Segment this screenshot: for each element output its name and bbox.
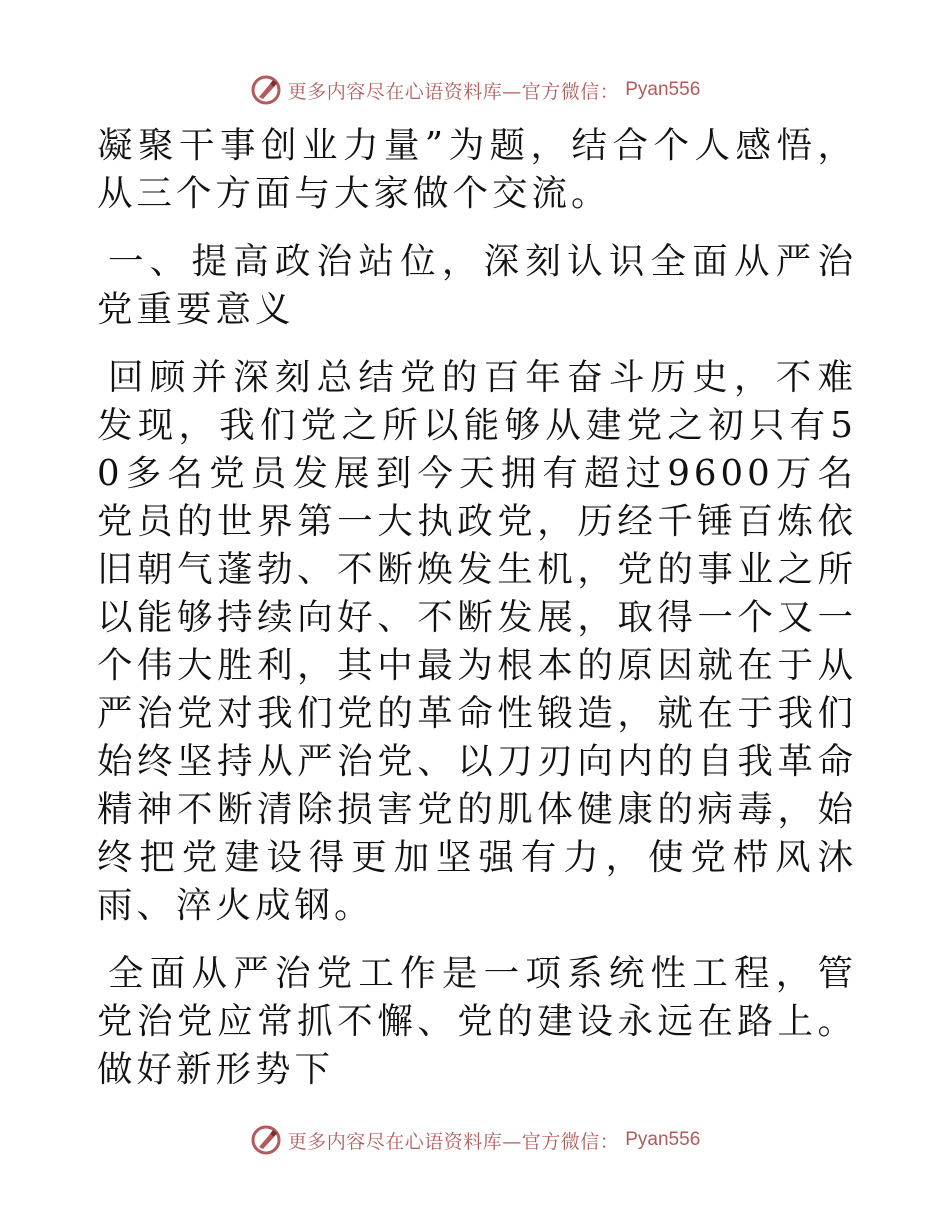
paragraph-intro-continuation: 凝聚干事创业力量”为题，结合个人感悟，从三个方面与大家做个交流。 [97, 125, 857, 214]
document-body [97, 122, 857, 1114]
pen-logo-icon [250, 74, 282, 106]
watermark-wechat-id: Pyan556 [625, 79, 701, 100]
pen-logo-icon [250, 1124, 282, 1156]
section-heading-1: 一、提高政治站位，深刻认识全面从严治党重要意义 [97, 241, 857, 330]
watermark-wechat-id: Pyan556 [625, 1129, 701, 1150]
footer-watermark [0, 1120, 950, 1160]
watermark-text: 更多内容尽在心语资料库—官方微信： [287, 1130, 620, 1153]
header-watermark [0, 70, 950, 110]
watermark-text: 更多内容尽在心语资料库—官方微信： [287, 80, 620, 103]
paragraph-history: 回顾并深刻总结党的百年奋斗历史，不难发现，我们党之所以能够从建党之初只有50多名党员发展到今天拥有超过9600万名党员的世界第一大执政党，历经千锤百炼依旧朝气蓬勃、不断焕发生机，党的事业之所以能够持续向好、不断发展，取得一个又一个伟大胜利，其中最为根本的原因就在于从严治党对我们党的革命性锻造，就在于我们始终坚持从严治党、以刀刃向内的自我革命精神不断清除损害党的肌体健康的病毒，始终把党建设得更加坚强有力，使党栉风沐雨、淬火成钢。 [97, 357, 857, 926]
paragraph-system-engineering: 全面从严治党工作是一项系统性工程，管党治党应常抓不懈、党的建设永远在路上。做好新形势下 [97, 953, 857, 1090]
